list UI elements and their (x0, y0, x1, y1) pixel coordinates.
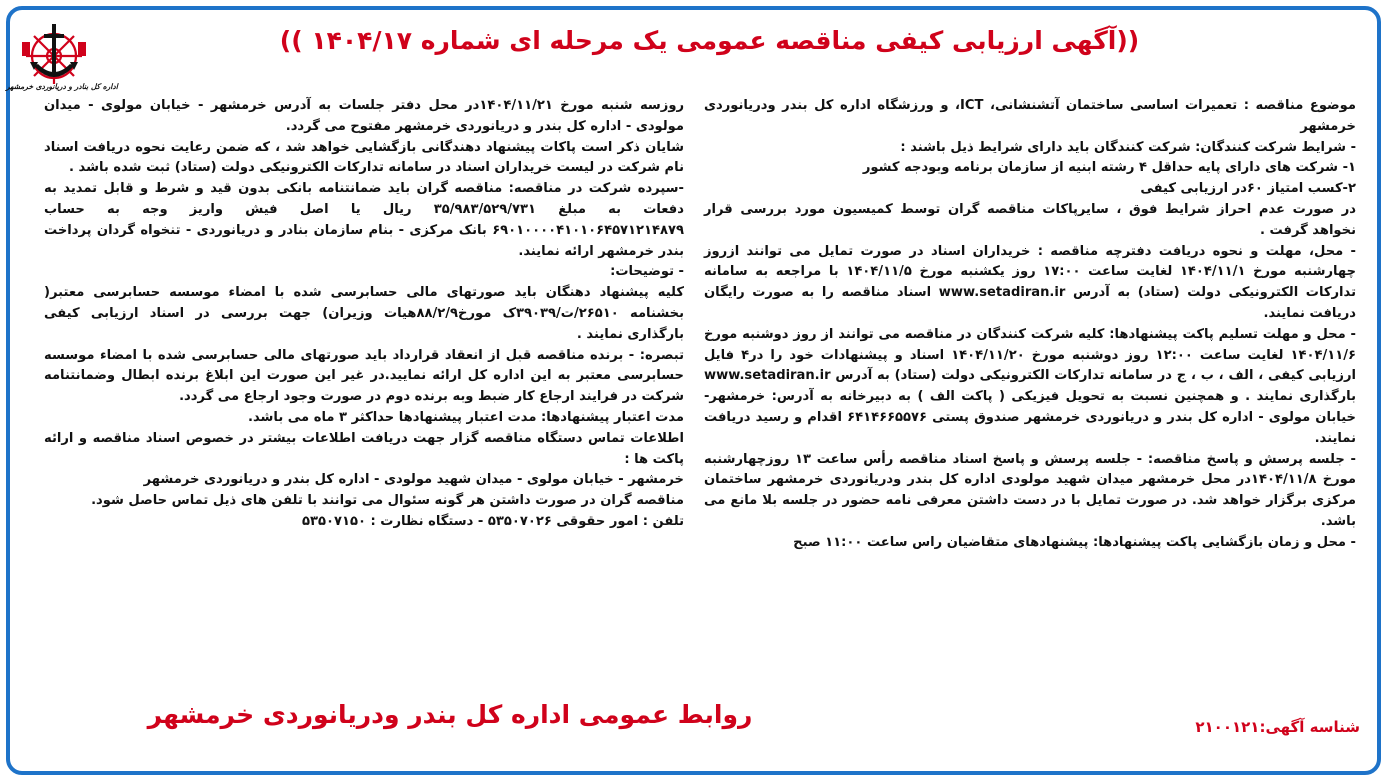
paragraph: -سپرده شرکت در مناقصه: مناقصه گران باید ضمانتنامه بانکی بدون قید و شرط و قابل تمدید به دفعات به مبلغ ۳۵/۹۸۳/۵۲۹/۷۳۱ ریال یا اصل فیش واریز وجه به حساب ۶۹۰۱۰۰۰۰۴۱۰۱۰۶۴۵۷۱۲۱۴۸۷۹ بانک مرکزی - بنام سازمان بنادر و دریانوردی - تنخواه گردان پرداخت بندر خرمشهر ارائه نمایند. (44, 181, 684, 259)
paragraph: مناقصه گران در صورت داشتن هر گونه سئوال می توانند با تلفن های ذیل تماس حاصل شود. (91, 493, 684, 509)
paragraph: مدت اعتبار پیشنهادها: مدت اعتبار پیشنهادها حداکثر ۳ ماه می باشد. (248, 409, 684, 425)
paragraph: - محل و زمان بازگشایی پاکت پیشنهادها: پیشنهادهای متقاضیان راس ساعت ۱۱:۰۰ صبح (793, 534, 1356, 550)
paragraph: خرمشهر - خیابان مولوی - میدان شهید مولودی - اداره کل بندر و دریانوردی خرمشهر (143, 472, 684, 488)
paragraph: تبصره: - برنده مناقصه قبل از انعقاد قرارداد باید صورتهای مالی حسابرسی شده با امضاء موسسه حسابرسی معتبر به این اداره کل ارائه نمایید.در غیر این صورت این ابلاغ برنده ابطال وضمانتنامه شرکت در فرایند ارجاع کار ضبط وبه برنده دوم در صورت وجود ارجاع می گردد. (44, 347, 684, 405)
paragraph: - محل، مهلت و نحوه دریافت دفترچه مناقصه : خریداران اسناد در صورت تمایل می توانند ازروز چهارشنبه مورخ ۱۴۰۴/۱۱/۱ لغایت ساعت ۱۷:۰۰ روز یکشنبه مورخ ۱۴۰۴/۱۱/۵ با مراجعه به سامانه تدارکات الکترونیکی دولت (ستاد) به آدرس www.setadiran.ir اسناد مناقصه را به صورت رایگان دریافت نمایند. (704, 243, 1357, 321)
paragraph: کلیه پیشنهاد دهنگان باید صورتهای مالی حسابرسی شده با امضاء موسسه حسابرسی معتبر( بخشنامه ۲۶۵۱۰/ت/۳۹۰۳۹ک مورخ۸۸/۲/۹هیات وزیران) جهت بررسی در اسناد ارزیابی کیفی بارگذاری نمایند . (44, 285, 684, 342)
public-relations-footer: روابط عمومی اداره کل بندر ودریانوردی خرمشهر (147, 700, 753, 729)
paragraph: - توضیحات: (610, 264, 684, 280)
paragraph: روزسه شنبه مورخ ۱۴۰۴/۱۱/۲۱در محل دفتر جلسات به آدرس خرمشهر - خیابان مولوی - میدان مولودی - اداره کل بندر و دریانوردی خرمشهر مفتوح می گردد. (44, 98, 684, 134)
paragraph: در صورت عدم احراز شرایط فوق ، سایرپاکات مناقصه گران توسط کمیسیون مورد بررسی قرار نخواهد گرفت . (704, 201, 1356, 238)
ad-id: شناسه آگهی:۲۱۰۰۱۲۱ (1195, 718, 1360, 736)
logo-caption: اداره کل بنادر و دریانوردی خرمشهر (6, 82, 118, 91)
right-column (704, 96, 1356, 554)
paragraph: ۲-کسب امتیاز ۶۰در ارزیابی کیفی (1140, 181, 1356, 197)
paragraph: تلفن : امور حقوقی ۵۳۵۰۷۰۲۶ - دستگاه نظارت : ۵۳۵۰۷۱۵۰ (302, 513, 684, 529)
paragraph: - محل و مهلت تسلیم پاکت پیشنهادها: کلیه شرکت کنندگان در مناقصه می توانند از روز دوشنبه مورخ ۱۴۰۴/۱۱/۶ لغایت ساعت ۱۲:۰۰ روز دوشنبه مورخ ۱۴۰۴/۱۱/۲۰ اسناد و پیشنهادات خود را در۴ فایل ارزیابی کیفی ، الف ، ب ، ج در سامانه تدارکات الکترونیکی دولت (ستاد) به آدرس www.setadiran.ir بارگذاری نمایند . و همچنین نسبت به تحویل فیزیکی ( پاکت الف ) به دبیرخانه به آدرس: خرمشهر- خیابان مولوی - اداره کل بندر و دریانوردی خرمشهر صندوق پستی ۶۴۱۴۶۶۵۵۷۶ اقدام و رسید دریافت نمایند. (704, 326, 1357, 446)
paragraph: شایان ذکر است پاکات پیشنهاد دهندگانی بازگشایی خواهد شد ، که ضمن رعایت نحوه دریافت اسناد نام شرکت در لیست خریداران اسناد در سامانه تدارکات الکترونیکی دولت (ستاد) ثبت شده باشد . (44, 139, 684, 176)
paragraph: ۱- شرکت های دارای پایه حداقل ۴ رشته ابنیه از سازمان برنامه وبودجه کشور (862, 160, 1356, 176)
paragraph: - جلسه پرسش و پاسخ مناقصه: - جلسه پرسش و پاسخ اسناد مناقصه رأس ساعت ۱۳ روزچهارشنبه مورخ ۱۴۰۴/۱۱/۸در محل خرمشهر میدان شهید مولودی اداره کل بندر ودریانوردی خرمشهر ساختمان مرکزی برگزار خواهد شد. در صورت تمایل با در دست داشتن معرفی نامه حضور در جلسه بلا مانع می باشد. (704, 451, 1356, 529)
left-column (44, 96, 684, 533)
paragraph: اطلاعات تماس دستگاه مناقصه گزار جهت دریافت اطلاعات بیشتر در خصوص اسناد مناقصه و ارائه پاکت ها : (44, 430, 684, 467)
paragraph: موضوع مناقصه : تعمیرات اساسی ساختمان آتشنشانی، ICT، و ورزشگاه اداره کل بندر ودریانوردی خرمشهر (704, 98, 1356, 134)
paragraph: - شرایط شرکت کنندگان: شرکت کنندگان باید دارای شرایط ذیل باشند : (900, 139, 1356, 155)
ad-title: ((آگهی ارزیابی کیفی مناقصه عمومی یک مرحله ای شماره ۱۴۰۴/۱۷ )) (279, 26, 1140, 55)
